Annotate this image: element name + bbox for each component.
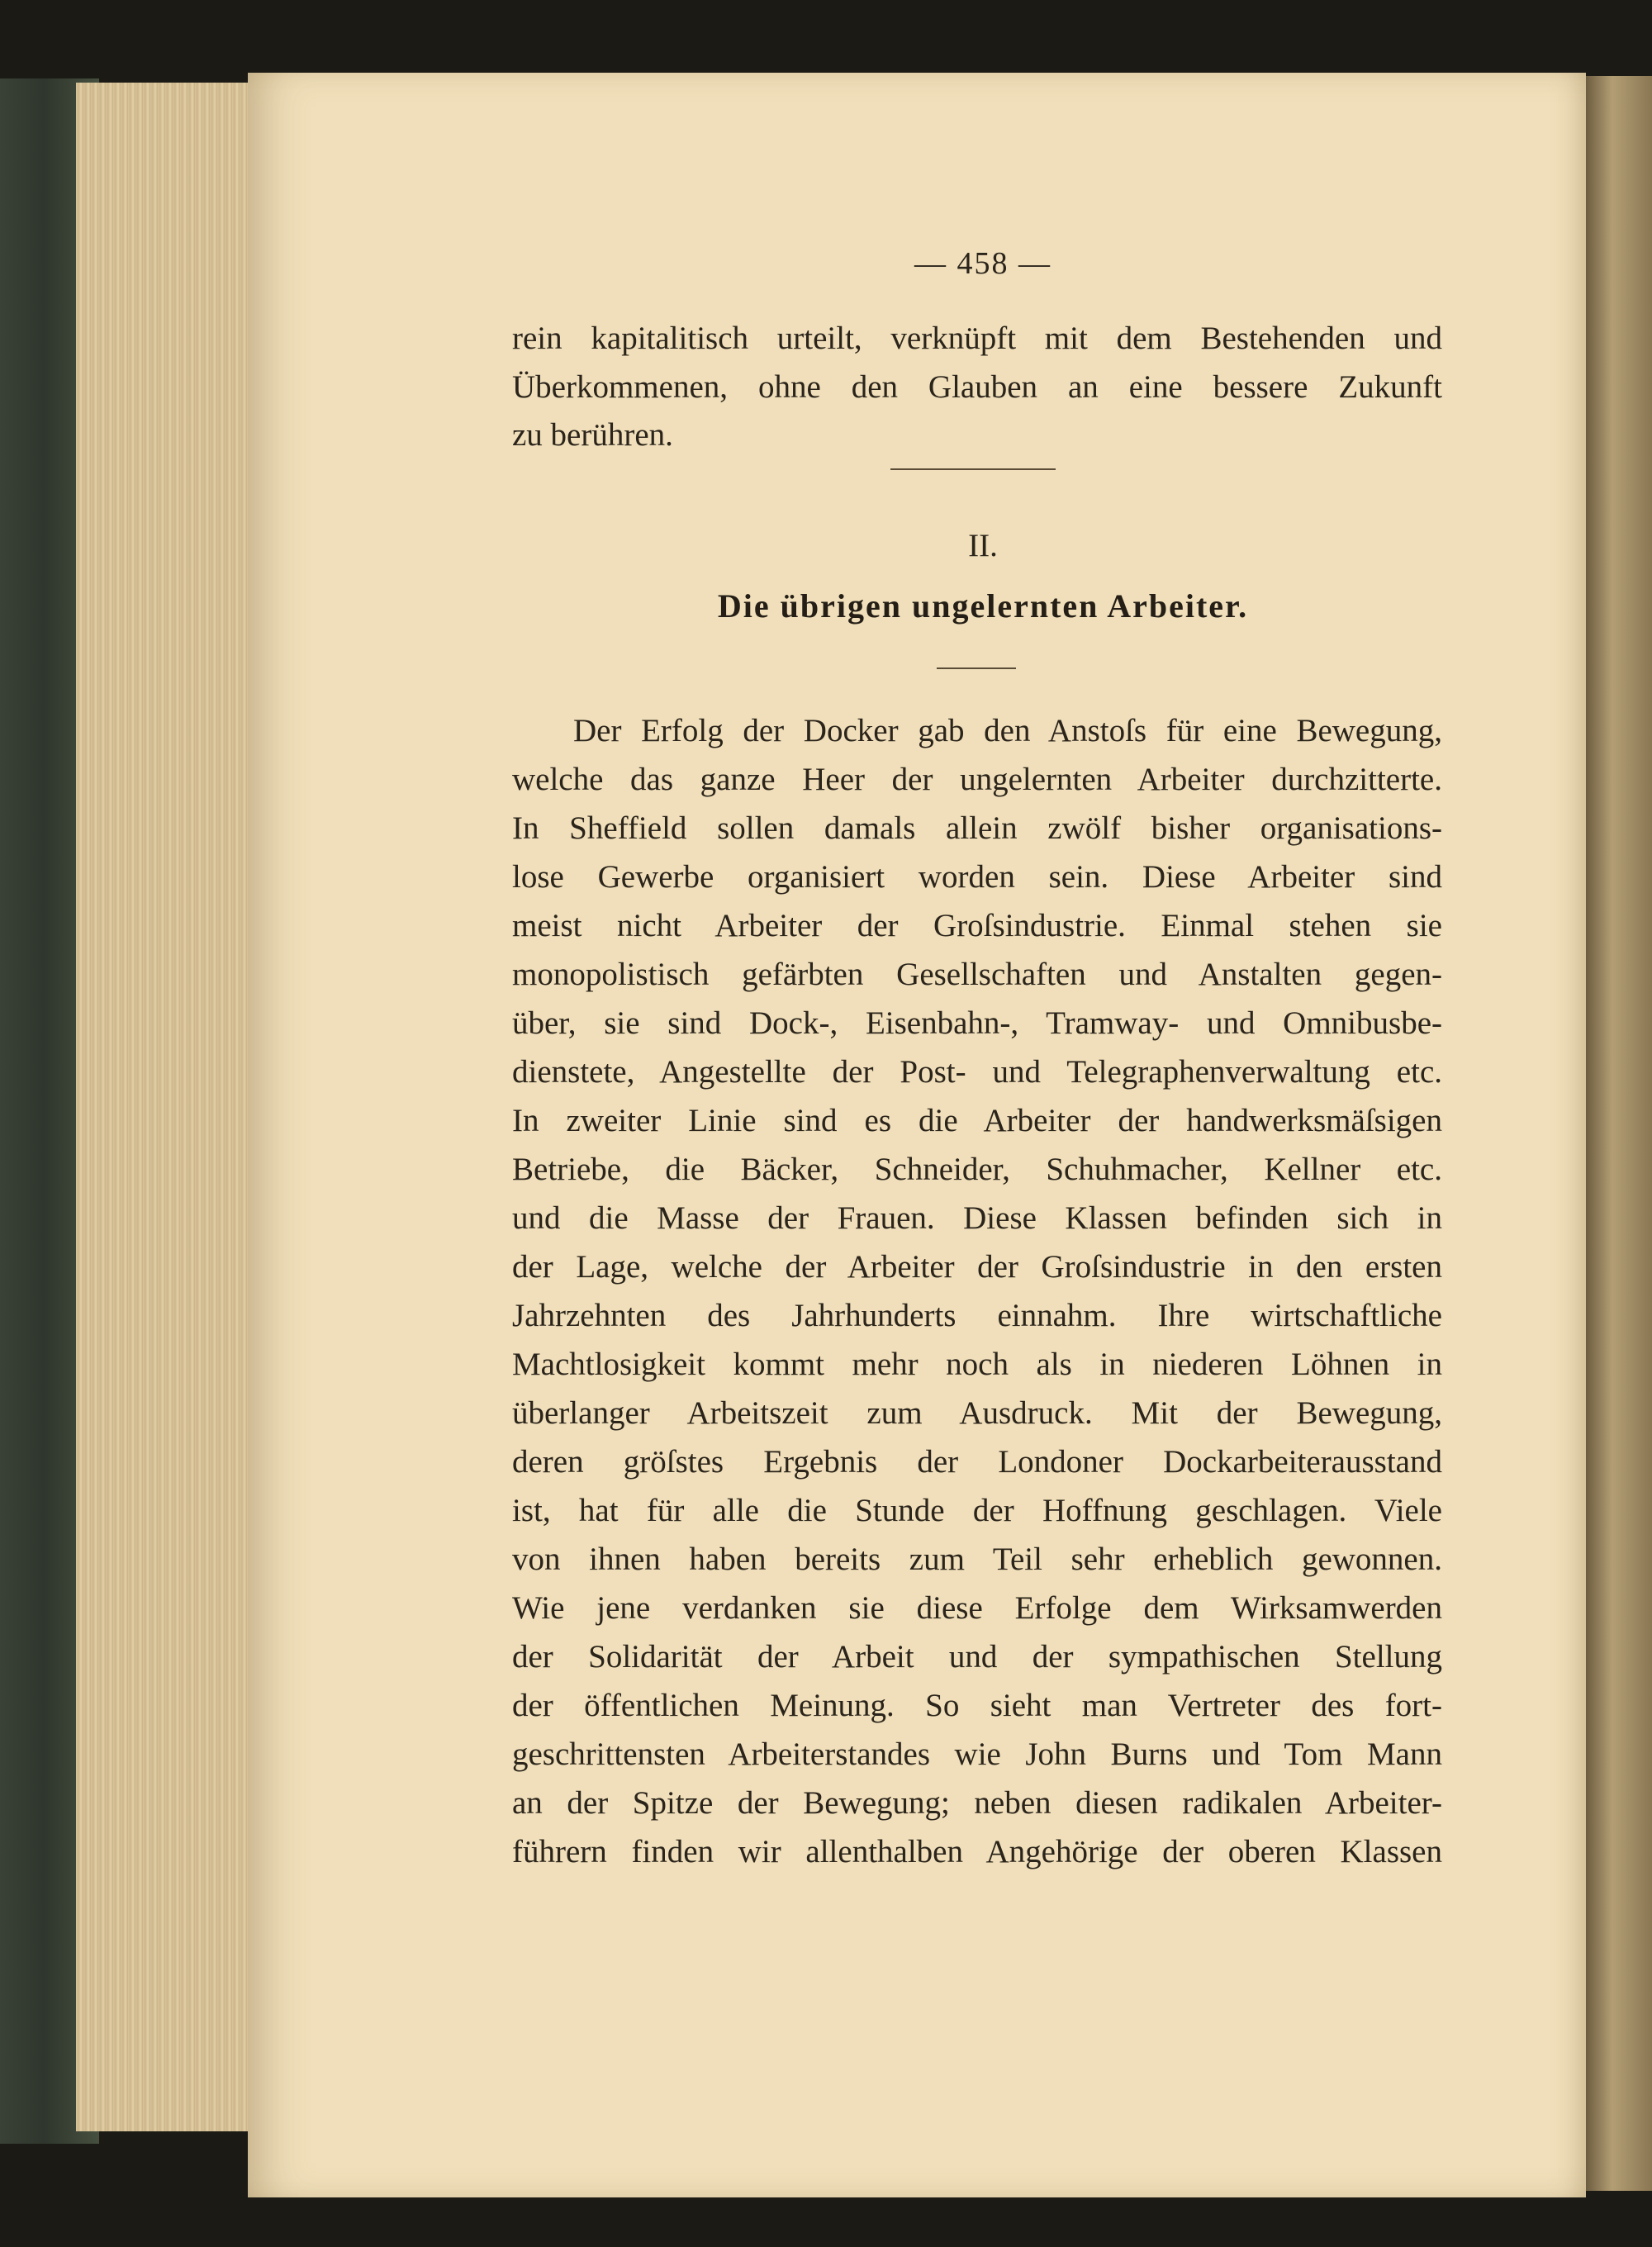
body-line: führern finden wir allenthalben Angehörige der oberen Klassen — [512, 1834, 1442, 1869]
body-line: über, sie sind Dock-, Eisenbahn-, Tramway- und Omnibusbe- — [512, 1005, 1442, 1041]
body-line: Der Erfolg der Docker gab den Anstoſs für eine Bewegung, — [573, 713, 1442, 748]
body-line: der Lage, welche der Arbeiter der Groſsindustrie in den ersten — [512, 1249, 1442, 1285]
body-line: monopolistisch gefärbten Gesellschaften und Anstalten gegen- — [512, 957, 1442, 992]
page-edges — [76, 83, 274, 2131]
body-line: dienstete, Angestellte der Post- und Telegraphenverwaltung etc. — [512, 1054, 1442, 1090]
body-line: der Solidarität der Arbeit und der sympathischen Stellung — [512, 1639, 1442, 1675]
section-heading: Die übrigen ungelernten Arbeiter. — [717, 587, 1249, 625]
intro-line: Überkommenen, ohne den Glauben an eine bessere Zukunft — [512, 369, 1442, 405]
body-line: meist nicht Arbeiter der Groſsindustrie. Einmal stehen sie — [512, 908, 1442, 943]
body-line: ist, hat für alle die Stunde der Hoffnung geschlagen. Viele — [512, 1493, 1442, 1528]
body-line: Wie jene verdanken sie diese Erfolge dem Wirksamwerden — [512, 1590, 1442, 1626]
section-number: II. — [968, 528, 998, 563]
page-number: — 458 — — [914, 246, 1051, 281]
intro-line: zu berühren. — [512, 417, 673, 453]
body-line: und die Masse der Frauen. Diese Klassen befinden sich in — [512, 1200, 1442, 1236]
intro-line: rein kapitalitisch urteilt, verknüpft mit dem Bestehenden und — [512, 321, 1442, 356]
heading-rule — [937, 667, 1016, 669]
body-line: von ihnen haben bereits zum Teil sehr erheblich gewonnen. — [512, 1542, 1442, 1577]
body-line: geschrittensten Arbeiterstandes wie John Burns und Tom Mann — [512, 1736, 1442, 1772]
facing-page-edge — [1586, 76, 1652, 2191]
body-line: lose Gewerbe organisiert worden sein. Diese Arbeiter sind — [512, 859, 1442, 895]
body-line: In Sheffield sollen damals allein zwölf bisher organisations- — [512, 810, 1442, 846]
body-line: überlanger Arbeitszeit zum Ausdruck. Mit der Bewegung, — [512, 1395, 1442, 1431]
body-line: Machtlosigkeit kommt mehr noch als in niederen Löhnen in — [512, 1347, 1442, 1382]
body-line: an der Spitze der Bewegung; neben diesen radikalen Arbeiter- — [512, 1785, 1442, 1821]
body-line: deren gröſstes Ergebnis der Londoner Dockarbeiterausstand — [512, 1444, 1442, 1480]
body-line: der öffentlichen Meinung. So sieht man Vertreter des fort- — [512, 1688, 1442, 1723]
body-line: welche das ganze Heer der ungelernten Arbeiter durchzitterte. — [512, 762, 1442, 797]
body-line: In zweiter Linie sind es die Arbeiter der handwerksmäſsigen — [512, 1103, 1442, 1138]
body-line: Betriebe, die Bäcker, Schneider, Schuhmacher, Kellner etc. — [512, 1152, 1442, 1187]
separator-rule — [890, 468, 1056, 470]
body-line: Jahrzehnten des Jahrhunderts einnahm. Ihre wirtschaftliche — [512, 1298, 1442, 1333]
